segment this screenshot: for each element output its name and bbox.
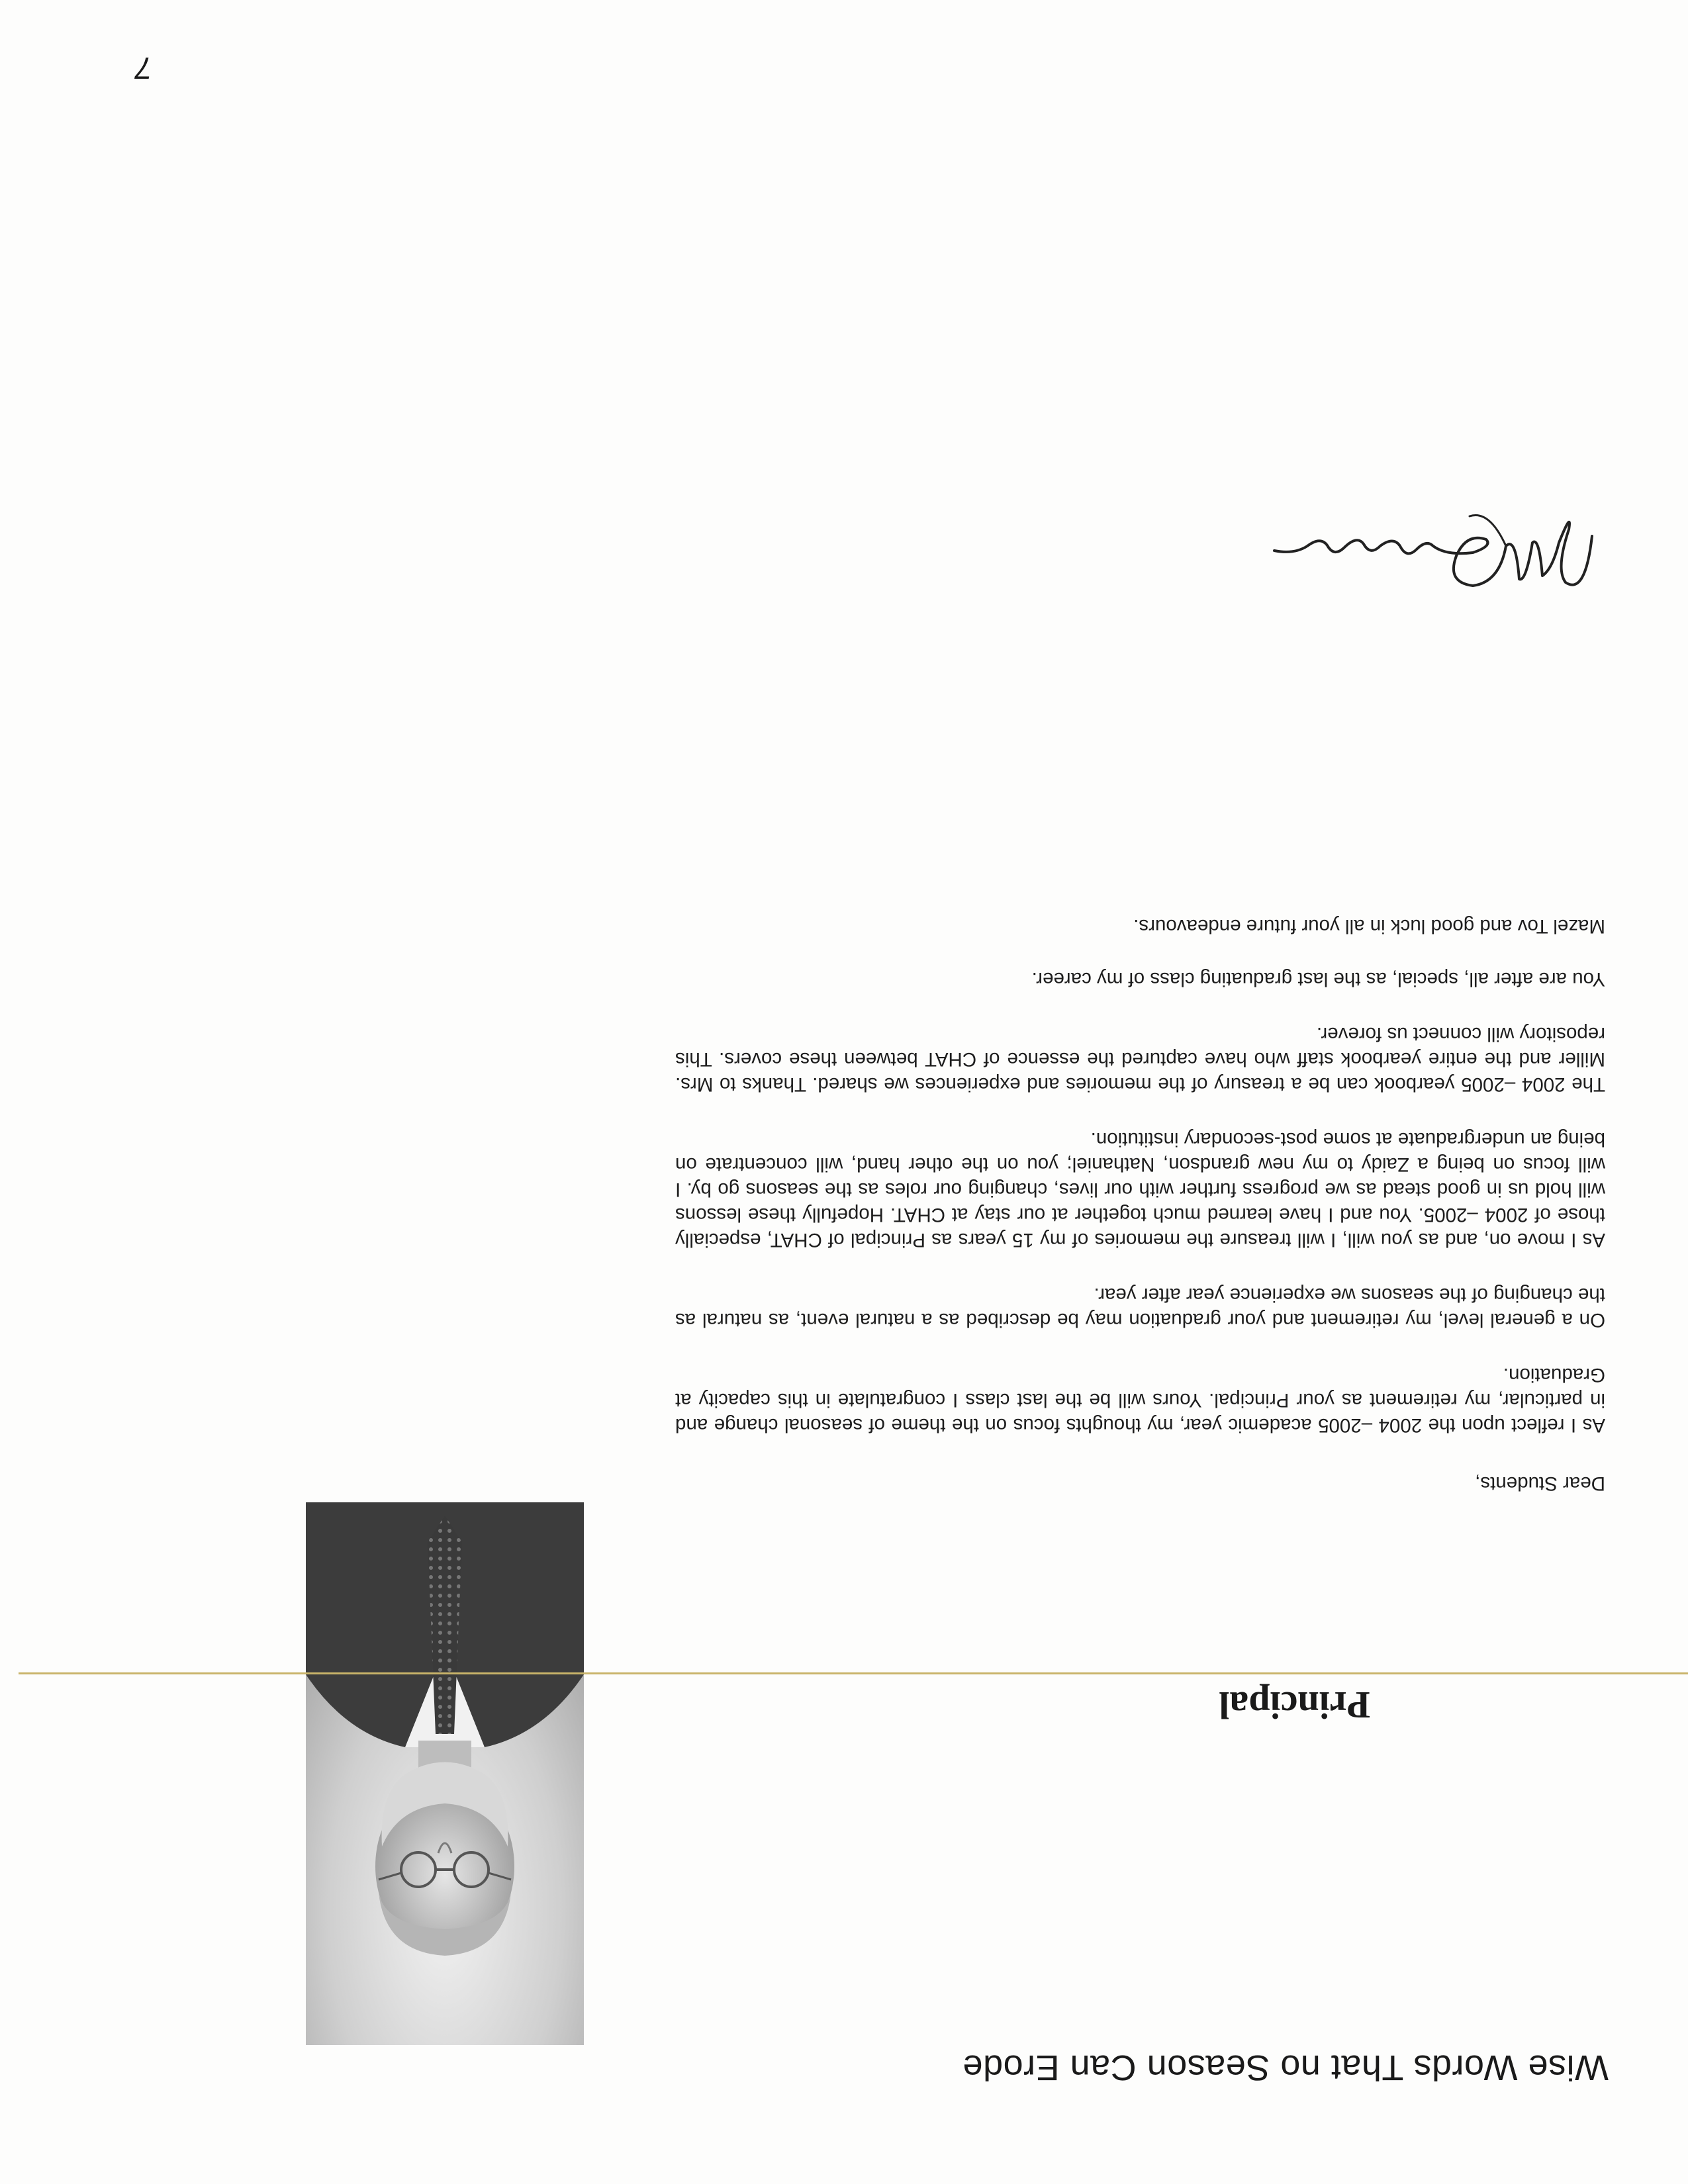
page-number: 7 [135,51,152,85]
principal-letter [675,913,1605,1496]
page-title: Wise Words That no Season Can Erode [962,2048,1609,2087]
closing-line: You are after all, special, as the last graduating class of my career. [1031,968,1605,990]
letter-paragraph: On a general level, my retirement and your graduation may be described as a natural event, as natural as the changing of the seasons we experience year after year. [675,1284,1605,1331]
letter-paragraph: As I reflect upon the 2004 –2005 academic year, my thoughts focus on the theme of seasonal change and in particular, my retirement as your Principal. Yours will be the last class I congratulate in this capacity at Graduation. [675,1364,1605,1436]
principal-photo [306,1502,584,2045]
section-heading: Principal [1219,1684,1370,1727]
closing-line: Mazel Tov and good luck in all your future endeavours. [1133,915,1605,937]
signature [1261,503,1605,609]
salutation: Dear Students, [1475,1473,1605,1494]
letter-paragraph: As I move on, and as you will, I will treasure the memories of my 15 years as Principal of CHAT, especially those of 2004 –2005. You and I have learned much together at our stay at CHAT. Hopefully these lessons will hold us in good stead as we progress further with our lives, changing our roles as the seasons go by. I will focus on being a Zaidy to my new grandson, Nathaniel; you on the other hand, will concentrate on being an undergraduate at some post-secondary institution. [675,1128,1605,1251]
letter-paragraph: The 2004 –2005 yearbook can be a treasury of the memories and experiences we shared. Thanks to Mrs. Miller and the entire yearbook staff who have captured the essence of CHAT between these covers. This repository will connect us forever. [675,1023,1605,1095]
divider-rule [19,1672,1688,1674]
